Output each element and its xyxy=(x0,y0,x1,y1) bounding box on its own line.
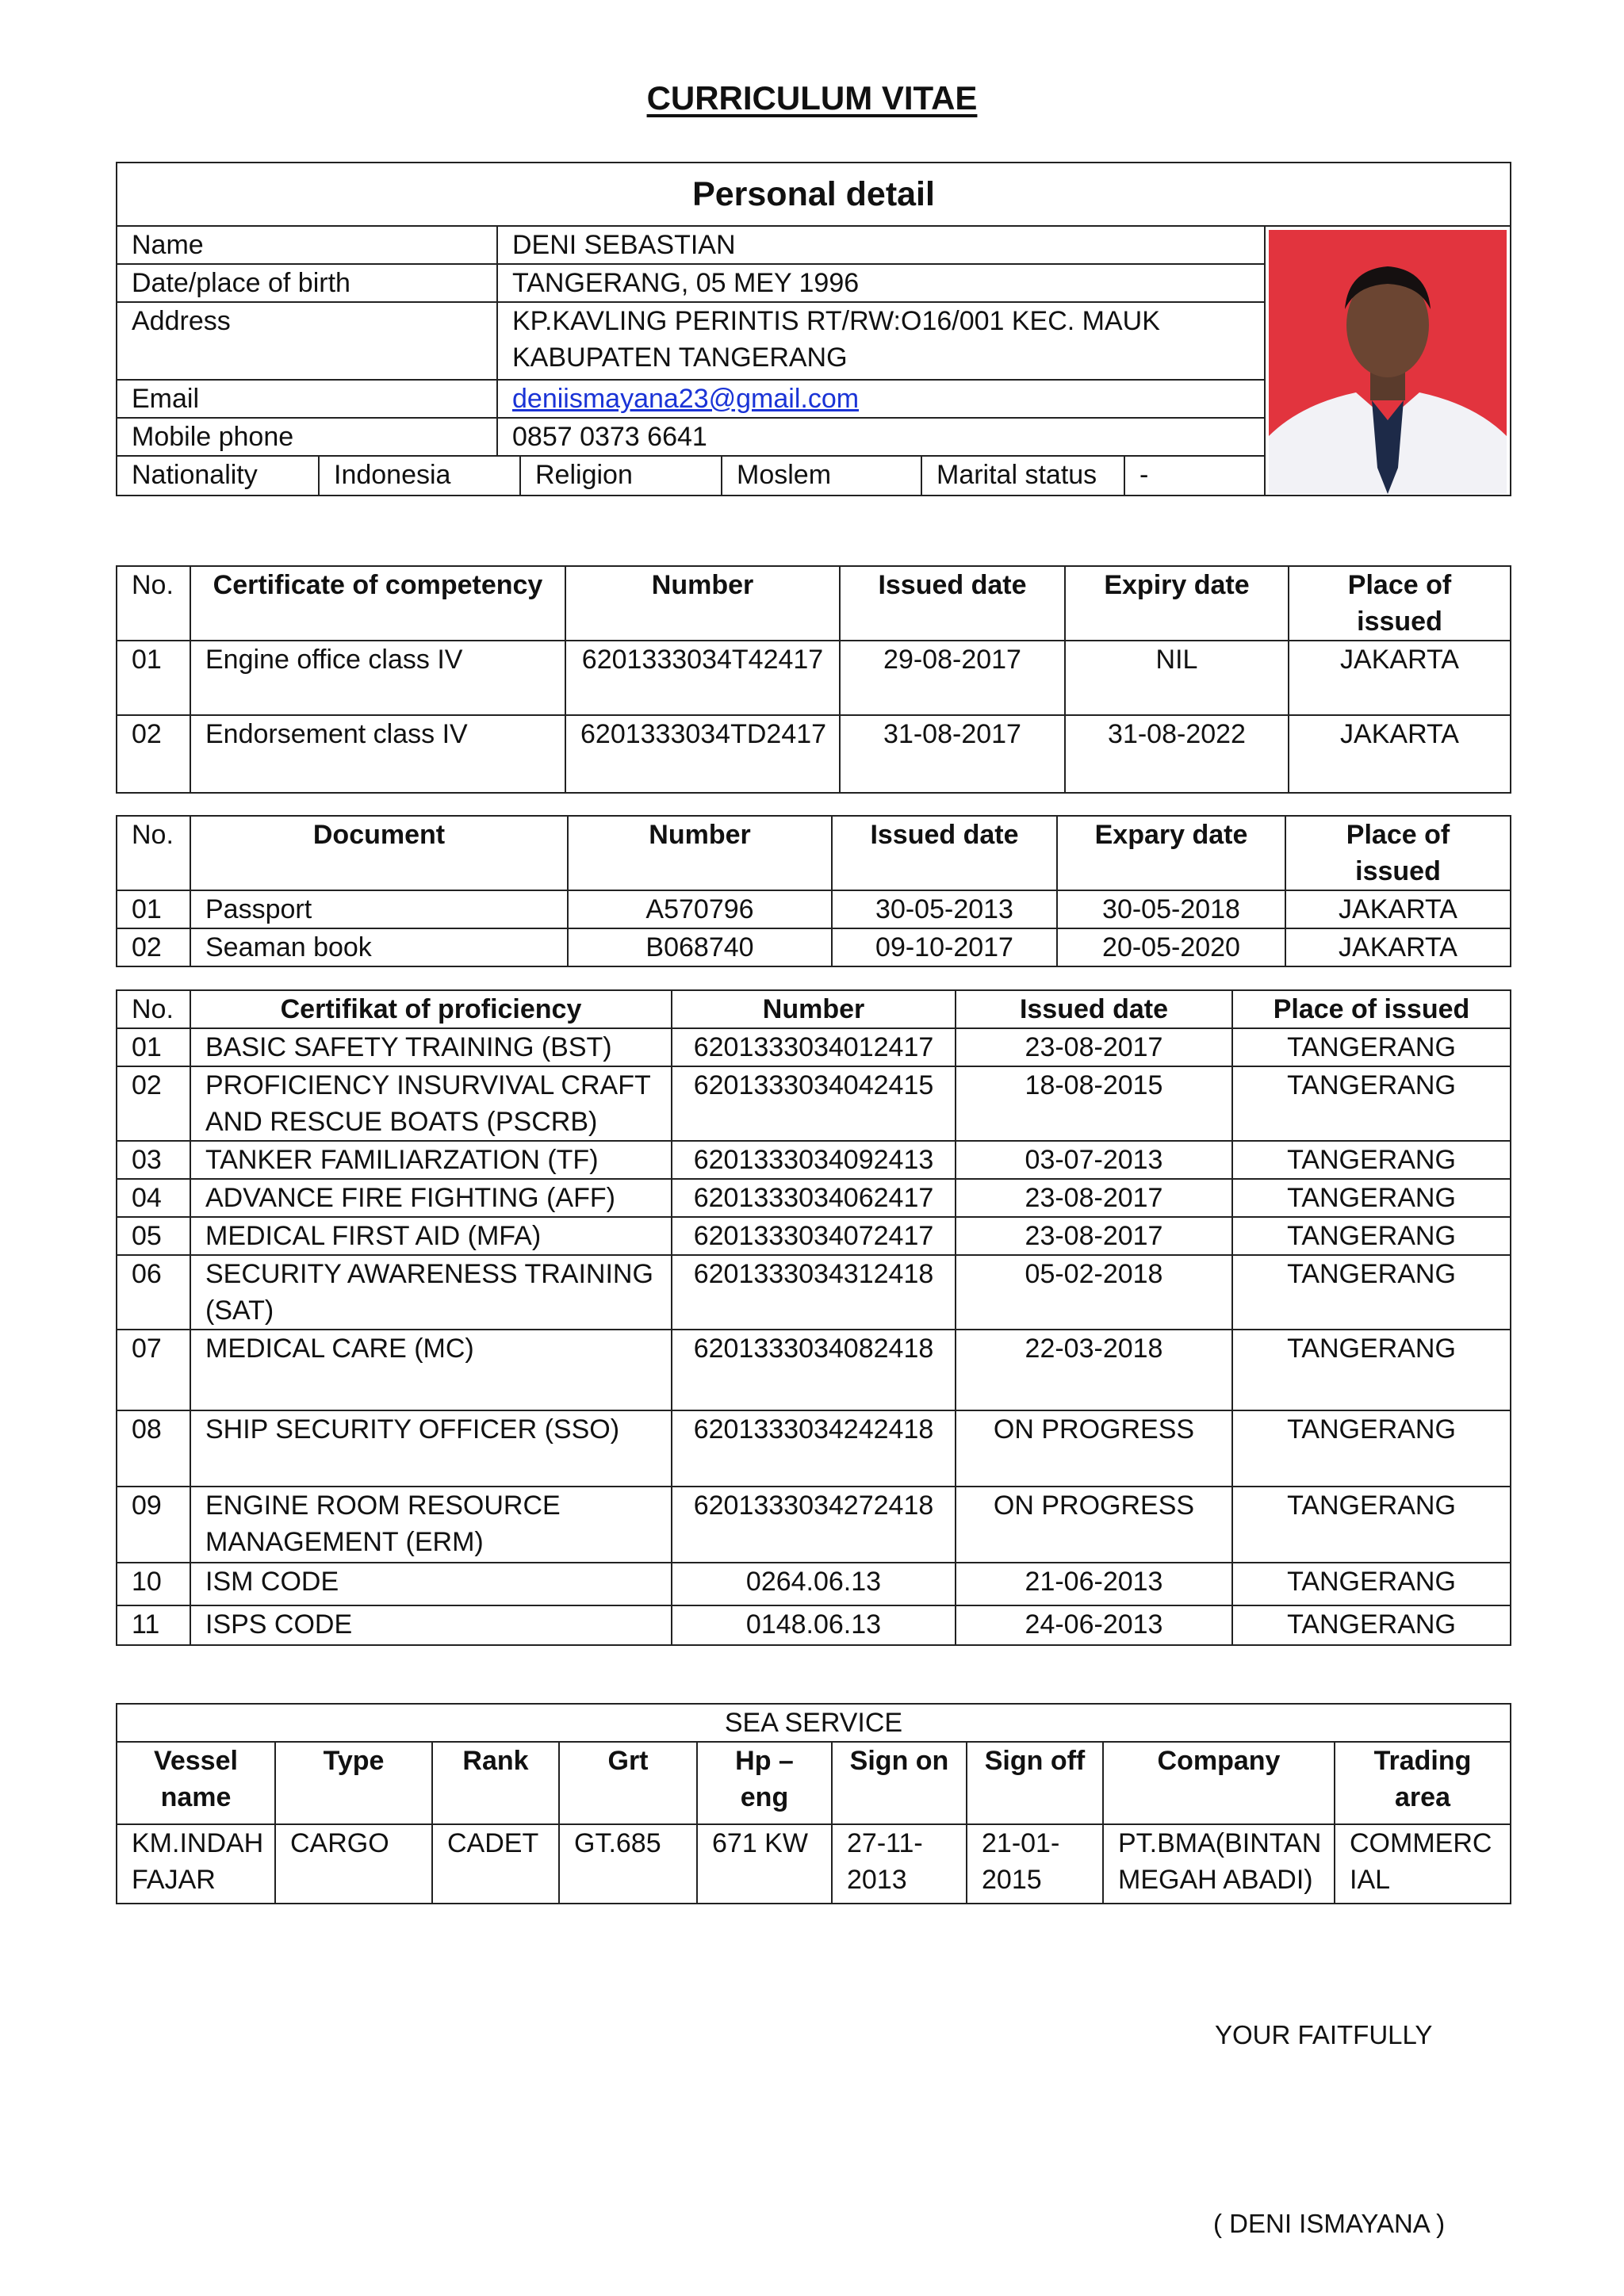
table-row xyxy=(117,1563,1511,1605)
table-cell: 30-05-2013 xyxy=(832,890,1057,928)
table-row xyxy=(117,1179,1511,1217)
table-cell: 22-03-2018 xyxy=(956,1330,1232,1410)
table-cell: ISPS CODE xyxy=(190,1605,672,1645)
table-cell: 6201333034312418 xyxy=(672,1255,956,1330)
table-cell: 23-08-2017 xyxy=(956,1179,1232,1217)
table-cell: 02 xyxy=(117,1066,190,1141)
table-cell: B068740 xyxy=(568,928,832,966)
table-cell: ADVANCE FIRE FIGHTING (AFF) xyxy=(190,1179,672,1217)
sea-header-vessel: Vessel name xyxy=(117,1742,275,1824)
person-portrait-icon xyxy=(1269,230,1507,494)
sea-header-company: Company xyxy=(1103,1742,1335,1824)
table-cell: CADET xyxy=(432,1824,559,1904)
name-label: Name xyxy=(117,226,497,264)
table-cell: COMMERCIAL xyxy=(1335,1824,1511,1904)
table-cell: TANGERANG xyxy=(1232,1605,1511,1645)
competency-table xyxy=(116,565,1511,794)
table-cell: 6201333034T42417 xyxy=(565,641,840,715)
table-cell: 6201333034062417 xyxy=(672,1179,956,1217)
table-cell: 03 xyxy=(117,1141,190,1179)
table-cell: MEDICAL FIRST AID (MFA) xyxy=(190,1217,672,1255)
table-row xyxy=(117,928,1511,966)
table-cell: PT.BMA(BINTAN MEGAH ABADI) xyxy=(1103,1824,1335,1904)
sea-service-table xyxy=(116,1703,1511,1904)
table-cell: NIL xyxy=(1065,641,1289,715)
competency-header-issued: Issued date xyxy=(840,566,1065,641)
table-cell: 21-01-2015 xyxy=(967,1824,1103,1904)
closing-text: YOUR FAITFULLY xyxy=(1215,2020,1433,2049)
phone-label: Mobile phone xyxy=(117,418,497,456)
table-cell: 23-08-2017 xyxy=(956,1217,1232,1255)
sea-header-sign-off: Sign off xyxy=(967,1742,1103,1824)
table-cell: SHIP SECURITY OFFICER (SSO) xyxy=(190,1410,672,1487)
table-cell: GT.685 xyxy=(559,1824,697,1904)
table-cell: 6201333034TD2417 xyxy=(565,715,840,793)
dob-value: TANGERANG, 05 MEY 1996 xyxy=(497,264,1265,302)
table-cell: Engine office class IV xyxy=(190,641,565,715)
competency-header-expiry: Expiry date xyxy=(1065,566,1289,641)
table-cell: 07 xyxy=(117,1330,190,1410)
table-cell: Endorsement class IV xyxy=(190,715,565,793)
table-cell: 671 KW xyxy=(697,1824,832,1904)
profile-photo xyxy=(1269,230,1507,494)
table-row xyxy=(117,1141,1511,1179)
table-cell: 6201333034272418 xyxy=(672,1487,956,1563)
table-cell: JAKARTA xyxy=(1289,641,1511,715)
personal-detail-table xyxy=(116,162,1511,496)
religion-label: Religion xyxy=(520,457,722,495)
marital-value: - xyxy=(1139,460,1149,490)
table-cell: 09-10-2017 xyxy=(832,928,1057,966)
table-row xyxy=(117,1217,1511,1255)
marital-label: Marital status xyxy=(921,457,1124,495)
table-cell: ENGINE ROOM RESOURCE MANAGEMENT (ERM) xyxy=(190,1487,672,1563)
table-cell: JAKARTA xyxy=(1285,928,1511,966)
table-cell: 24-06-2013 xyxy=(956,1605,1232,1645)
documents-header-place: Place of issued xyxy=(1285,816,1511,890)
table-cell: TANKER FAMILIARZATION (TF) xyxy=(190,1141,672,1179)
table-cell: 6201333034042415 xyxy=(672,1066,956,1141)
table-cell: JAKARTA xyxy=(1289,715,1511,793)
table-cell: 04 xyxy=(117,1179,190,1217)
table-cell: 6201333034242418 xyxy=(672,1410,956,1487)
table-cell: 01 xyxy=(117,641,190,715)
table-row xyxy=(117,715,1511,793)
table-cell: 18-08-2015 xyxy=(956,1066,1232,1141)
table-cell: A570796 xyxy=(568,890,832,928)
sea-service-title: SEA SERVICE xyxy=(117,1704,1511,1742)
table-cell: 02 xyxy=(117,715,190,793)
table-cell: 31-08-2022 xyxy=(1065,715,1289,793)
sea-header-trading: Trading area xyxy=(1335,1742,1511,1824)
table-cell: BASIC SAFETY TRAINING (BST) xyxy=(190,1028,672,1066)
dob-label: Date/place of birth xyxy=(117,264,497,302)
sea-header-hp: Hp – eng xyxy=(697,1742,832,1824)
table-cell: 30-05-2018 xyxy=(1057,890,1285,928)
sea-header-sign-on: Sign on xyxy=(832,1742,967,1824)
documents-table xyxy=(116,815,1511,967)
table-cell: 03-07-2013 xyxy=(956,1141,1232,1179)
address-value xyxy=(497,302,1265,380)
table-row xyxy=(117,1824,1511,1904)
table-row xyxy=(117,1066,1511,1141)
table-cell: SECURITY AWARENESS TRAINING (SAT) xyxy=(190,1255,672,1330)
table-cell: Passport xyxy=(190,890,568,928)
table-cell: TANGERANG xyxy=(1232,1028,1511,1066)
table-cell: 23-08-2017 xyxy=(956,1028,1232,1066)
table-cell: 0148.06.13 xyxy=(672,1605,956,1645)
table-cell: 0264.06.13 xyxy=(672,1563,956,1605)
documents-header-issued: Issued date xyxy=(832,816,1057,890)
table-cell: 08 xyxy=(117,1410,190,1487)
sea-header-grt: Grt xyxy=(559,1742,697,1824)
table-cell: 6201333034092413 xyxy=(672,1141,956,1179)
address-line-1: KP.KAVLING PERINTIS RT/RW:O16/001 KEC. MAUK xyxy=(512,306,1160,336)
documents-header-document: Document xyxy=(190,816,568,890)
table-cell: PROFICIENCY INSURVIVAL CRAFT AND RESCUE BOATS (PSCRB) xyxy=(190,1066,672,1141)
nationality-label: Nationality xyxy=(117,457,319,495)
documents-header-number: Number xyxy=(568,816,832,890)
table-cell: TANGERANG xyxy=(1232,1141,1511,1179)
table-cell: MEDICAL CARE (MC) xyxy=(190,1330,672,1410)
table-cell: TANGERANG xyxy=(1232,1066,1511,1141)
table-cell: 29-08-2017 xyxy=(840,641,1065,715)
table-row xyxy=(117,1330,1511,1410)
table-cell: ON PROGRESS xyxy=(956,1410,1232,1487)
table-row xyxy=(117,890,1511,928)
address-label: Address xyxy=(117,302,497,380)
proficiency-header-issued: Issued date xyxy=(956,990,1232,1028)
table-cell: TANGERANG xyxy=(1232,1330,1511,1410)
table-cell: 6201333034082418 xyxy=(672,1330,956,1410)
sea-header-type: Type xyxy=(275,1742,432,1824)
table-cell: JAKARTA xyxy=(1285,890,1511,928)
name-value: DENI SEBASTIAN xyxy=(497,226,1265,264)
documents-header-expary: Expary date xyxy=(1057,816,1285,890)
proficiency-header-number: Number xyxy=(672,990,956,1028)
page-title: CURRICULUM VITAE xyxy=(646,79,978,117)
nationality-row xyxy=(117,456,1265,496)
table-cell: 05-02-2018 xyxy=(956,1255,1232,1330)
table-cell: Seaman book xyxy=(190,928,568,966)
proficiency-header-place: Place of issued xyxy=(1232,990,1511,1028)
table-cell: 31-08-2017 xyxy=(840,715,1065,793)
table-cell: 11 xyxy=(117,1605,190,1645)
phone-value: 0857 0373 6641 xyxy=(497,418,1265,456)
personal-detail-heading: Personal detail xyxy=(117,163,1511,226)
proficiency-header-no: No. xyxy=(117,990,190,1028)
table-cell: 01 xyxy=(117,1028,190,1066)
table-cell: KM.INDAH FAJAR xyxy=(117,1824,275,1904)
table-cell: 06 xyxy=(117,1255,190,1330)
table-row xyxy=(117,1028,1511,1066)
competency-header-no: No. xyxy=(117,566,190,641)
table-row xyxy=(117,1605,1511,1645)
competency-header-place: Place of issued xyxy=(1289,566,1511,641)
table-cell: 05 xyxy=(117,1217,190,1255)
table-cell: 6201333034072417 xyxy=(672,1217,956,1255)
competency-header-number: Number xyxy=(565,566,840,641)
proficiency-table xyxy=(116,989,1511,1646)
address-line-2: KABUPATEN TANGERANG xyxy=(512,342,848,373)
table-cell: TANGERANG xyxy=(1232,1255,1511,1330)
table-row xyxy=(117,641,1511,715)
signature-name: ( DENI ISMAYANA ) xyxy=(1213,2209,1446,2238)
table-cell: 10 xyxy=(117,1563,190,1605)
religion-value: Moslem xyxy=(722,457,921,495)
table-cell: TANGERANG xyxy=(1232,1179,1511,1217)
photo-cell xyxy=(1265,226,1511,496)
table-cell: 01 xyxy=(117,890,190,928)
table-cell: 27-11-2013 xyxy=(832,1824,967,1904)
table-cell: ON PROGRESS xyxy=(956,1487,1232,1563)
table-row xyxy=(117,1255,1511,1330)
table-cell: CARGO xyxy=(275,1824,432,1904)
documents-header-no: No. xyxy=(117,816,190,890)
competency-header-certificate: Certificate of competency xyxy=(190,566,565,641)
email-label: Email xyxy=(117,380,497,418)
table-cell: TANGERANG xyxy=(1232,1563,1511,1605)
proficiency-header-certificate: Certifikat of proficiency xyxy=(190,990,672,1028)
table-cell: 09 xyxy=(117,1487,190,1563)
table-cell: TANGERANG xyxy=(1232,1487,1511,1563)
table-cell: ISM CODE xyxy=(190,1563,672,1605)
table-cell: 20-05-2020 xyxy=(1057,928,1285,966)
nationality-value: Indonesia xyxy=(319,457,520,495)
table-cell: 02 xyxy=(117,928,190,966)
table-cell: 21-06-2013 xyxy=(956,1563,1232,1605)
table-row xyxy=(117,1487,1511,1563)
table-row xyxy=(117,1410,1511,1487)
sea-header-rank: Rank xyxy=(432,1742,559,1824)
table-cell: TANGERANG xyxy=(1232,1217,1511,1255)
table-cell: TANGERANG xyxy=(1232,1410,1511,1487)
table-cell: 6201333034012417 xyxy=(672,1028,956,1066)
email-link[interactable]: deniismayana23@gmail.com xyxy=(512,384,860,414)
